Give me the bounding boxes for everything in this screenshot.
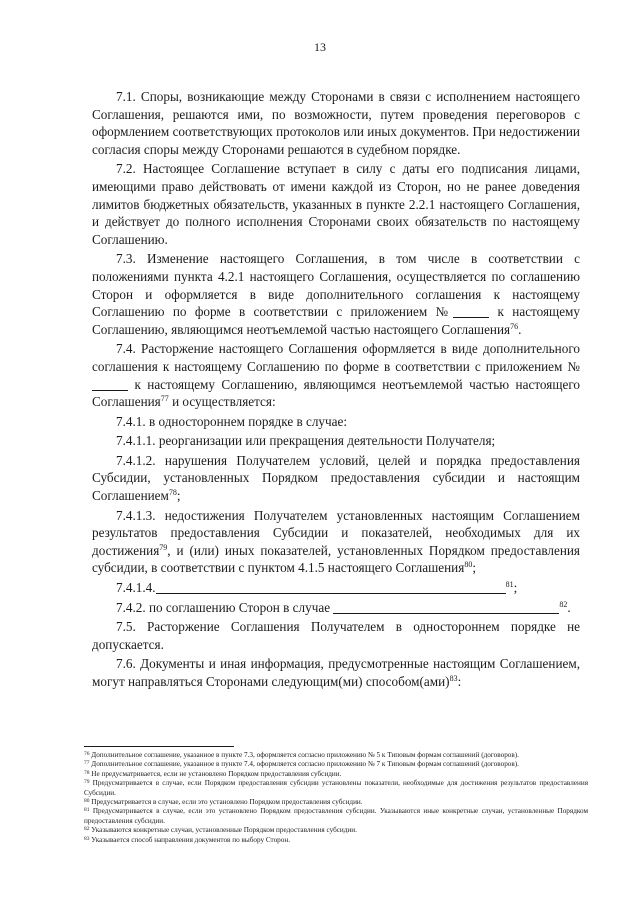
clause-7-2: 7.2. Настоящее Соглашение вступает в силу с даты его подписания лицами, имеющими право действовать от имени каждой из Сторон, но не ранее доведения лимитов бюджетных обязательств, указанных в пункте 2.2.1 настоящего Соглашения, и действует до полного исполнения Сторонами своих обязательств по настоящему Соглашению. [92, 161, 580, 247]
footnote-ref: 80 [464, 560, 473, 570]
clause-7-5: 7.5. Расторжение Соглашения Получателем в одностороннем порядке не допускается. [92, 619, 580, 652]
footnote-divider [84, 746, 234, 747]
footnote-ref: 76 [510, 321, 519, 331]
blank-line [453, 305, 489, 318]
clause-7-4-1: 7.4.1. в одностороннем порядке в случае: [116, 413, 348, 429]
footnotes [84, 746, 588, 845]
footnote: $^{77}$ Дополнительное соглашение, указанное в пункте 7.4, оформляется согласно приложению № 7 к Типовым формам соглашений (договоров). [84, 760, 519, 769]
clause-7-4-text: 7.4. Расторжение настоящего Соглашения оформляется в виде дополнительного соглашения к настоящему Соглашению по форме в соответствии с приложением № [92, 341, 580, 374]
clause-7-3-tail: к настоящему Соглашению, являющимся неотъемлемой частью настоящего Соглашения [92, 304, 580, 337]
page-number: 13 [314, 40, 326, 54]
blank-line [92, 378, 128, 391]
blank-line [333, 601, 559, 614]
clause-7-4-2: 7.4.2. по соглашению Сторон в случае $^{82}$. [116, 599, 571, 615]
clause-7-4-1-2: 7.4.1.2. нарушения Получателем условий, целей и порядка предоставления Субсидии, установленных Порядком предоставления субсидии и настоящим Соглашением$^{78}$; [92, 452, 580, 504]
clause-7-4-1-4: 7.4.1.4. $^{81}$; [116, 580, 518, 596]
footnote-ref: 83 [449, 674, 458, 683]
footnote: $^{79}$ Предусматривается в случае, если Порядком предоставления субсидии установлены показатели, необходимые для достижения результатов предоставления Субсидии. [84, 779, 588, 797]
clause-7-4-1-1: 7.4.1.1. реорганизации или прекращения деятельности Получателя; [116, 433, 496, 449]
footnote-ref: 81 [505, 580, 514, 590]
footnote: $^{81}$ Предусматривается в случае, если это установлено Порядком предоставления субсидии. Указываются иные конкретные случаи, установленные Порядком предоставления субсидии. [84, 807, 588, 825]
clause-7-3: 7.3. Изменение настоящего Соглашения, в том числе в соответствии с положениями пункта 4.2.1 настоящего Соглашения, осуществляется по соглашению Сторон и оформляется в виде дополнительного соглашения к настоящему Соглашению по форме в соответствии с приложением № к настоящему Соглашению, являющимся неотъемлемой частью настоящего Соглашения$^{76}$. [92, 251, 580, 337]
footnote-ref: 78 [168, 488, 177, 498]
clause-7-6: 7.6. Документы и иная информация, предусмотренные настоящим Соглашением, могут направляться Сторонами следующим(ми) способом(ами)$^{83}$: [92, 656, 580, 689]
clause-7-1: 7.1. Споры, возникающие между Сторонами в связи с исполнением настоящего Соглашения, решаются ими, по возможности, путем проведения переговоров с оформлением соответствующих протоколов или иных документов. При недостижении согласия споры между Сторонами решаются в судебном порядке. [92, 89, 580, 157]
clause-7-4-1-3: 7.4.1.3. недостижения Получателем установленных настоящим Соглашением результатов предоставления Субсидии и показателей, необходимых для их достижения$^{79}$, и (или) иных показателей, установленных Порядком предоставления субсидии, в соответствии с пунктом 4.1.5 настоящего Соглашения$^{80}$; [92, 507, 580, 576]
footnote: $^{76}$ Дополнительное соглашение, указанное в пункте 7.3, оформляется согласно приложению № 5 к Типовым формам соглашений (договоров). [84, 751, 519, 759]
clause-7-4-tail: к настоящему Соглашению, являющимся неотъемлемой частью настоящего Соглашения [92, 376, 581, 410]
footnote: $^{80}$ Предусматривается в случае, если это установлено Порядком предоставления субсидии. [84, 798, 363, 807]
blank-line [156, 581, 506, 594]
footnote-ref: 77 [160, 394, 169, 404]
footnote-ref: 82 [559, 599, 568, 609]
footnote: $^{78}$ Не предусматривается, если не установлено Порядком предоставления субсидии. [84, 769, 342, 778]
footnote: $^{83}$ Указывается способ направления документов по выбору Сторон. [84, 835, 291, 844]
footnote: $^{82}$ Указываются конкретные случаи, установленные Порядком предоставления субсидии. [84, 826, 357, 835]
clause-7-3-text: 7.3. Изменение настоящего Соглашения, в том числе в соответствии с положениями пункта 4.2.1 настоящего Соглашения, осуществляется по соглашению Сторон и оформляется в виде дополнительного соглашения к настоящему Соглашению по форме в соответствии с приложением № [92, 251, 580, 320]
footnote-ref: 79 [159, 542, 168, 552]
clause-7-4: 7.4. Расторжение настоящего Соглашения оформляется в виде дополнительного соглашения к настоящему Соглашению по форме в соответствии с приложением № к настоящему Соглашению, являющимся неотъемлемой частью настоящего Соглашения$^{77}$ и осуществляется: [92, 341, 581, 410]
agreement-body [92, 88, 580, 693]
